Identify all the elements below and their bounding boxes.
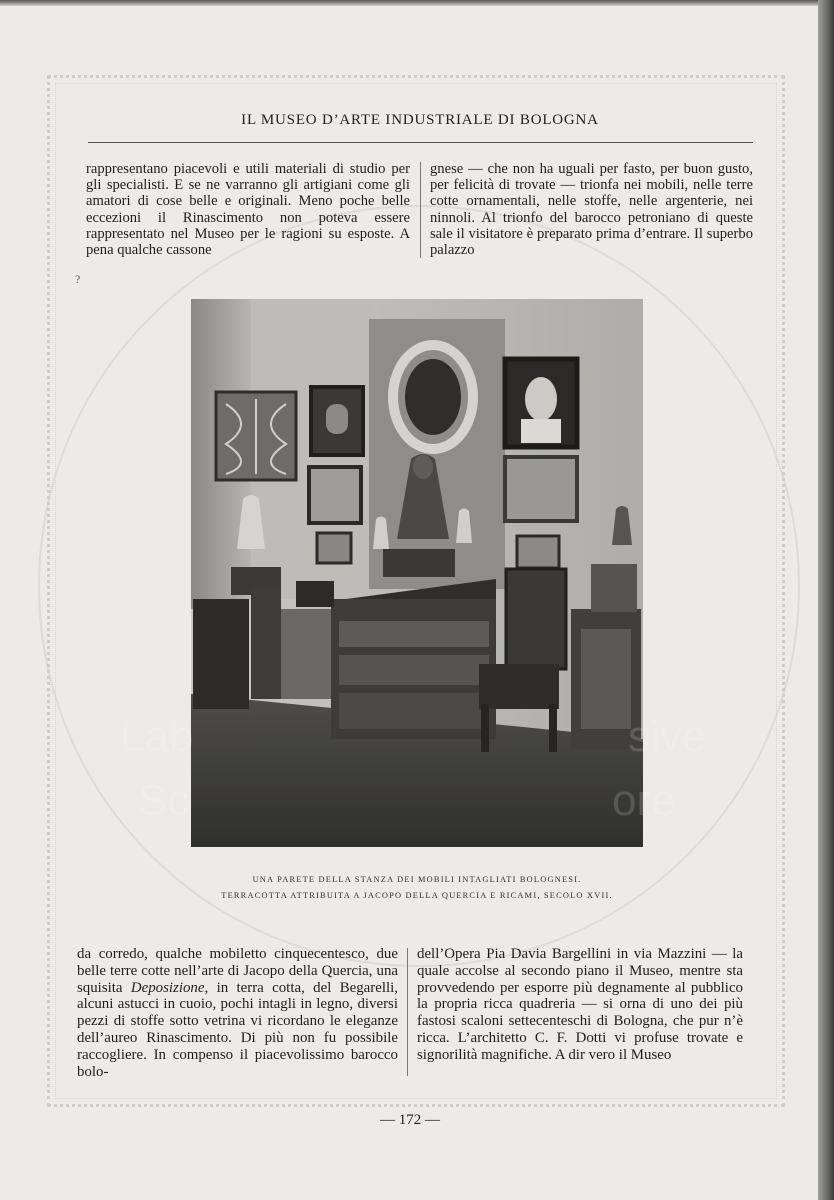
bottom-left-italic-title: Deposizione — [130, 979, 205, 996]
oval-frame — [393, 345, 473, 449]
photo-caption-line-1: UNA PARETE DELLA STANZA DEI MOBILI INTAGLIATI BOLOGNESI. — [252, 875, 582, 884]
left-cabinet — [193, 581, 334, 709]
bottom-right-column — [417, 946, 743, 1064]
stray-mark: ? — [75, 272, 81, 286]
column-divider-top — [420, 162, 421, 258]
top-left-paragraph: rappresentano piacevoli e utili materiali di studio per gli specialisti. E se ne varranno gli artigiani come gli amatori di cose belle e originali. Meno poche belle eccezioni il Rinascimento non poteva essere rappresentato nel Museo per le ragioni su esposte. A pena qualche cassone — [86, 161, 410, 259]
portrait-painting-large — [505, 359, 577, 447]
bottom-left-column — [77, 946, 398, 1080]
page-number: — 172 — — [380, 1112, 440, 1128]
room-photo-illustration — [191, 299, 643, 847]
top-left-column — [86, 161, 410, 258]
header-rule — [88, 142, 753, 143]
bottom-left-text-b: , in terra cotta, del Begarelli, alcuni astucci in cuoio, pochi intagli in legno, diversi pezzi di stoffe sotto vetrina vi ricordano le eleganze dell’aureo Rinascimento. Di più non fu possibile raccogliere. In compenso il piacevolissimo barocco bolo- — [77, 979, 398, 1080]
bottom-right-paragraph: dell’Opera Pia Davia Bargellini in via Mazzini — la quale accolse al secondo piano il Museo, mentre sta provvedendo per esporre più degnamente al pubblico la propria ricca quadreria — si orna di uno dei più fastosi scaloni settecenteschi di Bologna, che pur n’è ricca. L’architetto C. F. Dotti vi profuse trovate e signorilità magnifiche. A dir vero il Museo — [417, 946, 743, 1063]
carved-secretary-desk — [331, 579, 496, 739]
top-right-column — [430, 161, 753, 258]
bottom-left-text-a: da corredo, qualche mobiletto cinquecentesco, due belle terre cotte nell’arte di Jacopo della Quercia, una squisita — [77, 946, 398, 996]
landscape-painting-left — [309, 467, 361, 523]
running-head: IL MUSEO D’ARTE INDUSTRIALE DI BOLOGNA — [241, 112, 599, 128]
embroidery-panel — [216, 392, 296, 480]
column-divider-bottom — [407, 948, 408, 1076]
top-right-paragraph: gnese — che non ha uguali per fasto, per buon gusto, per felicità di trovate — trionfa nei mobili, nelle terre cotte ornamentali, nelle stoffe, nelle argenterie, nei ninnoli. Al trionfo del barocco petroniano di queste sale il visitatore è preparato prima d’entrare. Il superbo palazzo — [430, 161, 753, 259]
room-photograph — [191, 299, 643, 847]
photo-caption-line-2: TERRACOTTA ATTRIBUITA A JACOPO DELLA QUERCIA E RICAMI, SECOLO XVII. — [221, 891, 613, 900]
bottom-left-paragraph — [77, 946, 398, 1080]
book-spine-shadow — [818, 0, 834, 1200]
page-top-edge — [0, 0, 834, 6]
landscape-painting-right — [505, 457, 577, 521]
